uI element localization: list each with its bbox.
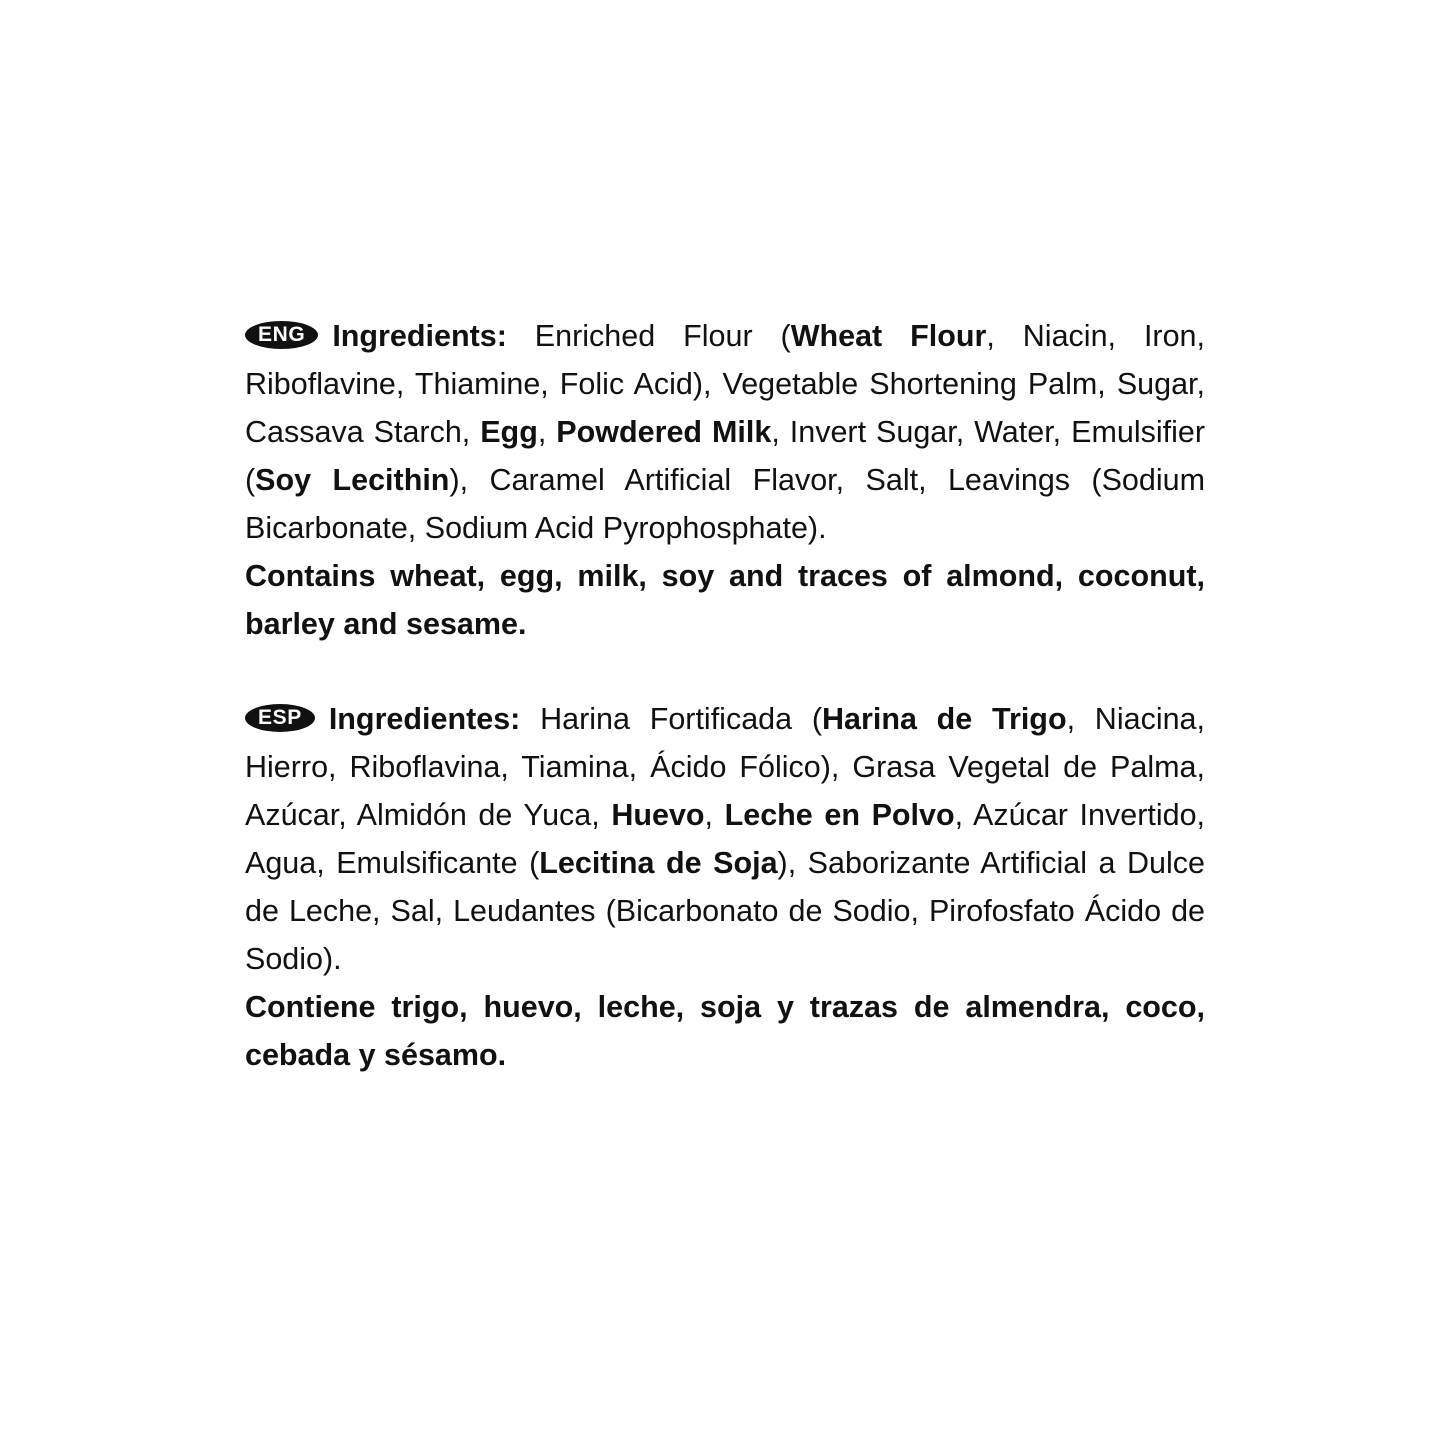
ingredients-section-spanish	[245, 695, 1205, 1079]
ingredient-esp-allergen-term-1: Harina de Trigo	[822, 702, 1067, 736]
ingredient-esp-run-4: ,	[704, 798, 725, 832]
ingredient-eng-allergen-term-1: Wheat Flour	[790, 319, 987, 353]
language-badge-icon-esp: ESP	[245, 704, 315, 732]
ingredient-esp-run-0: Harina Fortificada (	[540, 702, 822, 736]
ingredient-esp-run-2: , Niacina, Hierro, Riboflavina, Tiamina, Ácido Fólico), Grasa Vegetal de Palma, Azúcar, Almidón de Yuca,	[245, 702, 1205, 832]
ingredient-eng-allergen-term-7: Soy Lecithin	[255, 463, 450, 497]
ingredient-esp-run-8: ), Saborizante Artificial a Dulce de Leche, Sal, Leudantes (Bicarbonato de Sodio, Pirofosfato Ácido de Sodio).	[245, 846, 1206, 976]
ingredients-text-spanish	[245, 702, 1205, 976]
allergen-statement-spanish: Contiene trigo, huevo, leche, soja y trazas de almendra, coco, cebada y sésamo.	[245, 990, 1205, 1072]
ingredient-eng-run-2: , Niacin, Iron, Riboflavine, Thiamine, Folic Acid), Vegetable Shortening Palm, Sugar, Cassava Starch,	[245, 319, 1205, 449]
ingredients-section-english	[245, 312, 1205, 648]
ingredient-eng-run-4: ,	[537, 415, 557, 449]
ingredient-eng-run-6: , Invert Sugar, Water, Emulsifier (	[245, 415, 1206, 497]
ingredients-heading-english: Ingredients:	[332, 319, 507, 353]
ingredient-eng-run-8: ), Caramel Artificial Flavor, Salt, Leavings (Sodium Bicarbonate, Sodium Acid Pyrophosphate).	[245, 463, 1205, 545]
ingredients-heading-spanish: Ingredientes:	[328, 702, 521, 736]
ingredients-paragraph-english	[245, 312, 1205, 552]
ingredient-esp-allergen-term-3: Huevo	[611, 798, 705, 832]
ingredient-esp-allergen-term-7: Lecitina de Soja	[539, 846, 778, 880]
allergen-statement-english: Contains wheat, egg, milk, soy and traces of almond, coconut, barley and sesame.	[245, 559, 1205, 641]
ingredient-eng-allergen-term-5: Powdered Milk	[556, 415, 772, 449]
ingredient-eng-run-0: Enriched Flour (	[534, 319, 791, 353]
ingredient-eng-allergen-term-3: Egg	[480, 415, 538, 449]
ingredient-esp-allergen-term-5: Leche en Polvo	[724, 798, 955, 832]
ingredients-paragraph-spanish	[245, 695, 1205, 983]
language-badge-icon-eng: ENG	[245, 321, 318, 349]
ingredient-esp-run-6: , Azúcar Invertido, Agua, Emulsificante (	[245, 798, 1206, 880]
